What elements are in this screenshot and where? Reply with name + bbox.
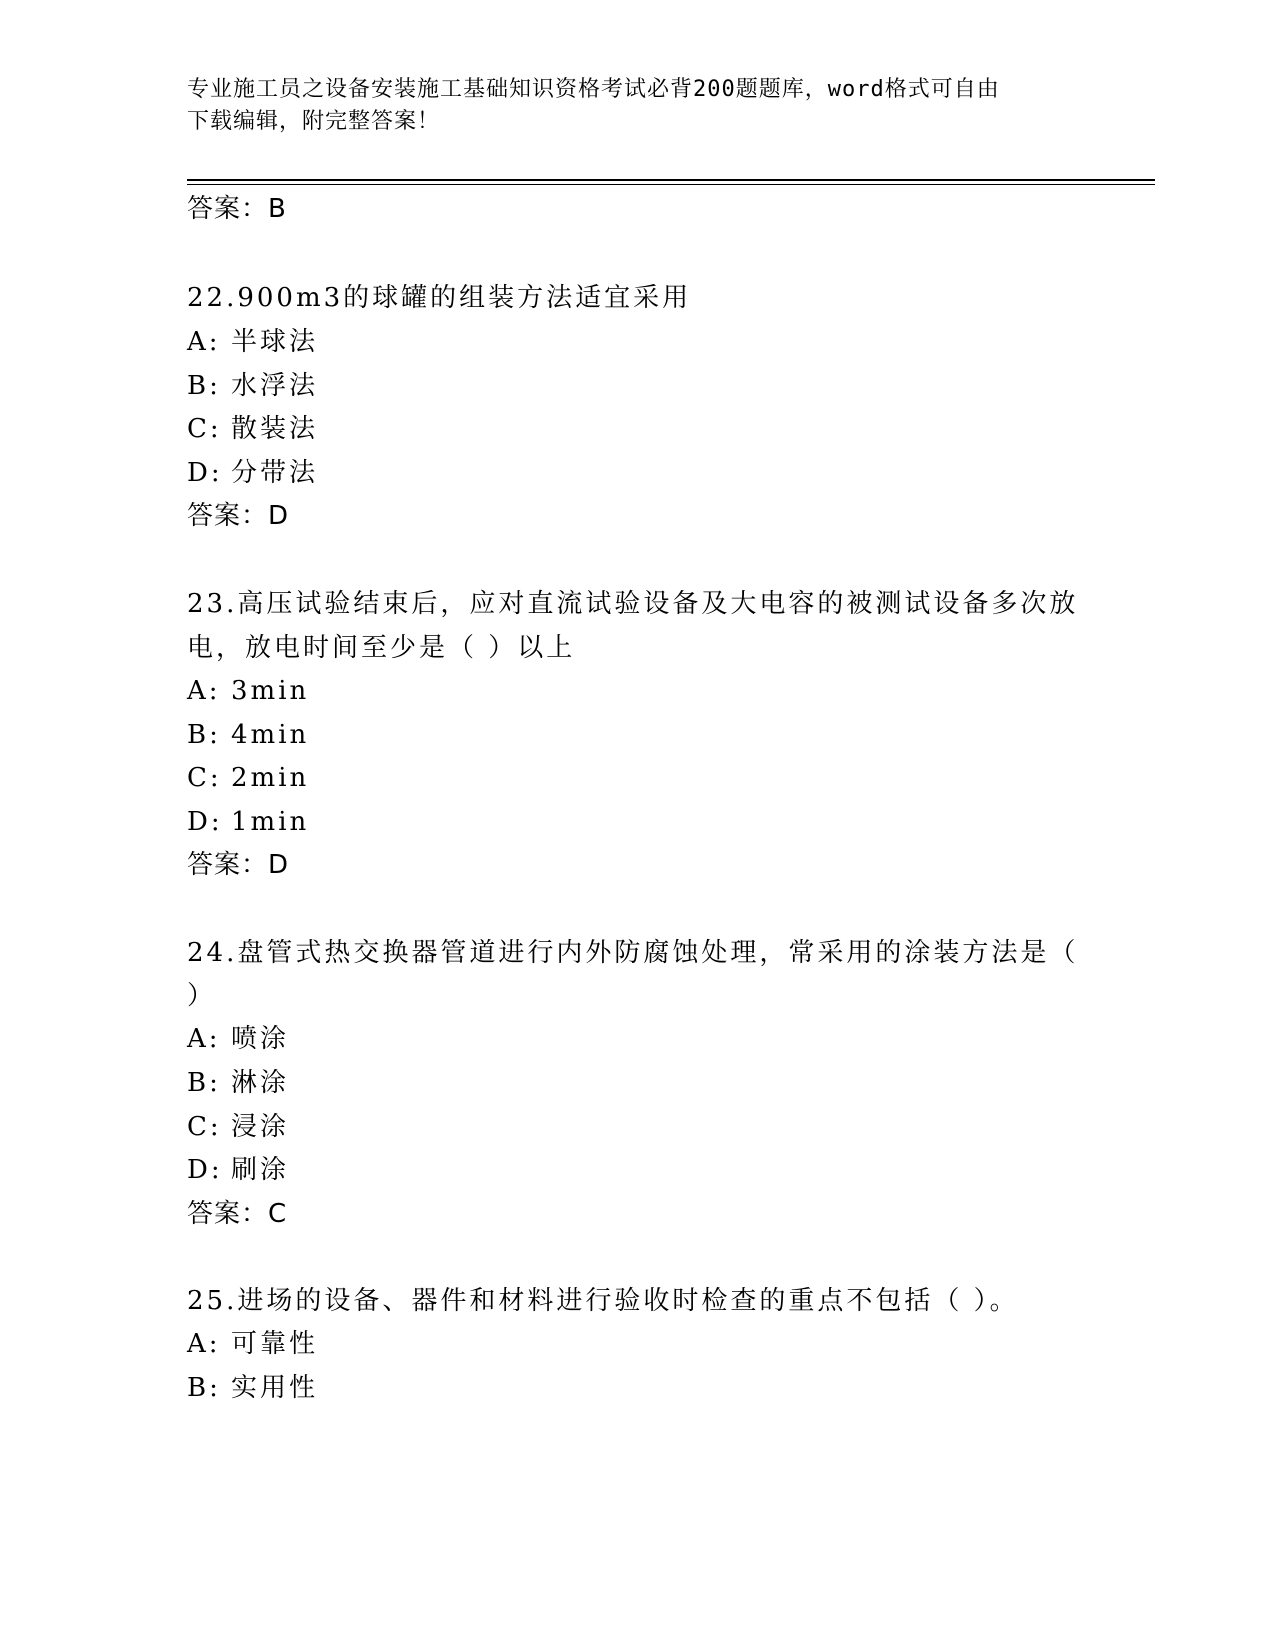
question-23-title-line-1: 23.高压试验结束后，应对直流试验设备及大电容的被测试设备多次放 (187, 589, 1079, 619)
question-22-option-a (187, 325, 318, 359)
question-23-title-line-2: 电，放电时间至少是（ ）以上 (187, 633, 576, 663)
header-rule-thick (187, 179, 1155, 181)
option-text: 喷涂 (231, 1024, 290, 1054)
question-23-answer: 答案：D (187, 850, 290, 880)
header-rule-thin (187, 184, 1155, 185)
option-text: 散装法 (231, 414, 319, 444)
question-23-option-d (187, 805, 309, 839)
question-22-answer: 答案：D (187, 501, 290, 531)
question-25-option-a (187, 1327, 318, 1361)
option-text: 水浮法 (231, 371, 319, 401)
option-label: B: (187, 1068, 221, 1098)
option-text: 2min (231, 763, 310, 793)
header-line-1: 专业施工员之设备安装施工基础知识资格考试必背200题题库，word格式可自由 (187, 77, 1000, 102)
option-label: A: (187, 1024, 221, 1054)
question-22-option-d (187, 456, 318, 490)
option-label: B: (187, 1373, 221, 1403)
question-25-option-b (187, 1371, 318, 1405)
option-text: 刷涂 (231, 1155, 290, 1185)
question-24-title-line-2: ） (187, 981, 217, 1011)
question-22-title: 22.900m3的球罐的组装方法适宜采用 (187, 283, 692, 313)
document-header (187, 74, 1067, 138)
question-24-title-line-1: 24.盘管式热交换器管道进行内外防腐蚀处理，常采用的涂装方法是（ (187, 938, 1079, 968)
option-text: 浸涂 (231, 1112, 290, 1142)
option-label: A: (187, 676, 221, 706)
question-24-option-c (187, 1110, 289, 1144)
option-text: 淋涂 (231, 1068, 290, 1098)
option-label: A: (187, 1329, 221, 1359)
question-23-option-b (187, 718, 309, 752)
option-text: 4min (231, 720, 310, 750)
option-text: 实用性 (231, 1373, 319, 1403)
question-22-option-c (187, 412, 318, 446)
option-text: 1min (231, 807, 310, 837)
option-label: D: (187, 807, 223, 837)
answer-previous: 答案：B (187, 194, 287, 224)
option-label: A: (187, 327, 221, 357)
header-line-2: 下载编辑，附完整答案！ (187, 109, 441, 134)
option-label: B: (187, 720, 221, 750)
option-label: D: (187, 1155, 223, 1185)
option-label: D: (187, 458, 223, 488)
option-text: 分带法 (231, 458, 319, 488)
option-label: B: (187, 371, 221, 401)
option-label: C: (187, 763, 222, 793)
question-24-option-b (187, 1066, 289, 1100)
question-24-answer: 答案：C (187, 1199, 288, 1229)
question-24-option-a (187, 1022, 289, 1056)
question-23-option-a (187, 674, 309, 708)
option-text: 3min (231, 676, 310, 706)
question-22-option-b (187, 369, 318, 403)
question-25-title: 25.进场的设备、器件和材料进行验收时检查的重点不包括（ ）。 (187, 1286, 1019, 1316)
option-text: 可靠性 (231, 1329, 319, 1359)
option-label: C: (187, 414, 222, 444)
question-24-option-d (187, 1153, 289, 1187)
option-text: 半球法 (231, 327, 319, 357)
option-label: C: (187, 1112, 222, 1142)
question-23-option-c (187, 761, 309, 795)
